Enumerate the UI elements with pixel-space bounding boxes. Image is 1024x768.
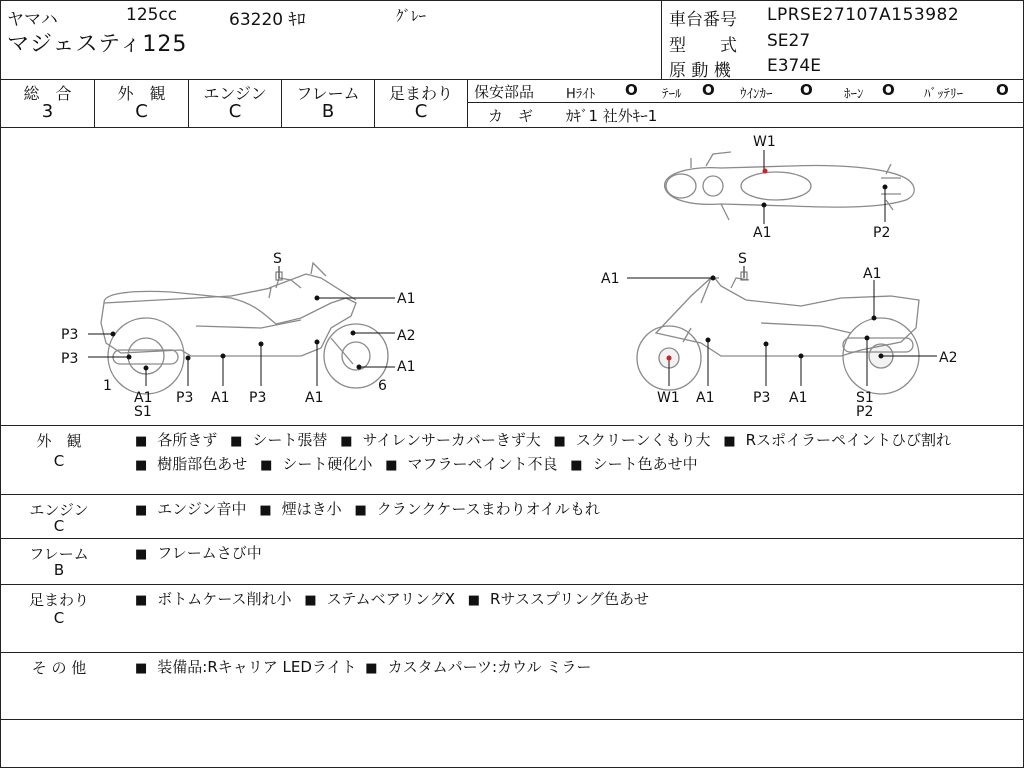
scooter-left-view: [101, 263, 388, 394]
displacement: 125cc: [126, 5, 178, 25]
diagram-label: A1: [305, 390, 324, 406]
remarks-frame: [1, 539, 1023, 585]
chassis-number: LPRSE27107A153982: [767, 5, 960, 25]
remark-item: ■ スクリーンくもり大: [554, 431, 711, 449]
remark-item: ■ シート張替: [230, 431, 327, 449]
grade-engine: [189, 79, 282, 127]
safety-item-winker: ｳｲﾝｶｰ: [740, 87, 773, 102]
section-name: 足まわり: [28, 591, 89, 609]
diagram-label: 6: [378, 378, 387, 394]
remark-item: ■ エンジン音中: [135, 500, 247, 518]
diagram-label: S1: [134, 404, 152, 420]
remark-item: ■ クランクケースまわりオイルもれ: [354, 500, 600, 518]
safety-mark: O: [800, 81, 813, 99]
diagram-label: P3: [61, 327, 79, 343]
diagram-label: A1: [601, 271, 620, 287]
scooter-top-view: [665, 152, 915, 220]
key-row: [468, 103, 1023, 127]
diagram-label: P2: [873, 225, 891, 241]
remark-item: ■ 各所きず: [135, 431, 217, 449]
grade-label: 総 合: [23, 84, 72, 103]
section-grade: C: [53, 609, 65, 627]
section-grade: B: [53, 561, 65, 579]
grade-suspension: [375, 79, 468, 127]
diagram-label: A1: [397, 291, 416, 307]
diagram-label: A1: [134, 390, 153, 406]
remark-item: ■ フレームさび中: [135, 544, 262, 562]
diagram-label: P3: [753, 390, 771, 406]
grade-total: [1, 79, 95, 127]
remark-item: ■ 樹脂部色あせ: [135, 455, 247, 473]
remark-item: ■ ボトムケース削れ小: [135, 590, 292, 608]
remark-item: ■ シート硬化小: [260, 455, 372, 473]
grade-label: フレーム: [296, 84, 360, 103]
remarks-other: [1, 653, 1023, 720]
remark-item: ■ カスタムパーツ:カウル ミラー: [365, 658, 591, 676]
remark-item: ■ 煙はき小: [259, 500, 341, 518]
diagram-label: A1: [696, 390, 715, 406]
scooter-right-view: [637, 276, 919, 394]
remarks-engine: [1, 495, 1023, 539]
safety-parts-row: [468, 79, 1023, 103]
diagram-label: S: [738, 251, 747, 267]
grade-value: C: [414, 101, 428, 122]
remark-item: ■ 装備品:Rキャリア LEDライト: [135, 658, 356, 676]
grade-value: 3: [41, 101, 54, 122]
section-name: そ の 他: [31, 659, 87, 677]
body-color: ｸﾞﾚｰ: [396, 7, 427, 25]
grade-value: C: [228, 101, 242, 122]
grade-label: エンジン: [203, 84, 267, 103]
diagram-label: P3: [176, 390, 194, 406]
key-value: ｶｷﾞ1 社外ｷｰ1: [566, 107, 658, 125]
remark-item: ■ シート色あせ中: [570, 455, 697, 473]
diagram-label: A1: [397, 359, 416, 375]
safety-item-headlight: Hﾗｲﾄ: [566, 87, 596, 102]
chassis-label: 車台番号: [669, 10, 737, 30]
safety-item-horn: ﾎｰﾝ: [844, 87, 864, 102]
diagram-label: A1: [753, 225, 772, 241]
remark-item: ■ マフラーペイント不良: [385, 455, 557, 473]
safety-mark: O: [996, 81, 1009, 99]
type-label: 型 式: [669, 36, 737, 56]
section-name: エンジン: [29, 501, 89, 519]
diagram-label: P3: [61, 351, 79, 367]
remark-item: ■ Rサススプリング色あせ: [468, 590, 649, 608]
remarks-list: [135, 498, 1015, 522]
diagram-label: A1: [211, 390, 230, 406]
safety-parts: [468, 79, 1023, 127]
grade-exterior: [95, 79, 189, 127]
safety-label: 保安部品: [474, 83, 535, 101]
remark-item: ■ サイレンサーカバーきず大: [340, 431, 541, 449]
remark-item: ■ Rスポイラーペイントひび割れ: [723, 431, 951, 449]
grade-row: [1, 79, 1023, 128]
key-label: カ ギ: [488, 107, 534, 125]
diagram-label: 1: [103, 378, 112, 394]
scooter-diagram: [1, 128, 1023, 425]
safety-item-battery: ﾊﾞｯﾃﾘｰ: [924, 87, 963, 102]
grade-value: C: [135, 101, 148, 122]
engine-model-value: E374E: [767, 56, 821, 76]
grade-value: B: [321, 101, 335, 122]
grade-frame: [282, 79, 375, 127]
diagram-label: S: [273, 251, 282, 267]
engine-model-label: 原 動 機: [669, 61, 731, 81]
section-name: フレーム: [29, 545, 89, 563]
section-grade: C: [53, 517, 65, 535]
safety-mark: O: [882, 81, 895, 99]
grade-label: 足まわり: [388, 84, 453, 103]
diagram-label: A2: [939, 350, 958, 366]
section-name: 外 観: [36, 432, 82, 450]
grade-label: 外 観: [117, 84, 166, 103]
safety-mark: O: [625, 81, 638, 99]
top-view-callouts: [762, 150, 887, 224]
safety-item-tail: ﾃｰﾙ: [662, 87, 682, 102]
section-grade: C: [53, 452, 65, 470]
mileage: 63220 ｷﾛ: [229, 10, 306, 30]
remarks-list: [135, 588, 1015, 612]
diagram-label: P2: [856, 404, 874, 420]
diagram-label: W1: [753, 134, 776, 150]
remarks-list: [135, 656, 1015, 680]
header-divider: [661, 1, 662, 79]
diagram-label: S1: [856, 390, 874, 406]
remarks-list: [135, 429, 1015, 477]
maker: ヤマハ: [7, 10, 58, 30]
model-name: マジェスティ125: [7, 32, 188, 57]
remarks-exterior: [1, 426, 1023, 495]
diagram-label: A1: [863, 266, 882, 282]
diagram-label: W1: [657, 390, 680, 406]
diagram-label: P3: [249, 390, 267, 406]
diagram-label: A1: [789, 390, 808, 406]
type-value: SE27: [767, 31, 811, 51]
remarks-suspension: [1, 585, 1023, 653]
vehicle-header: [1, 1, 1023, 80]
diagram-label: A2: [397, 328, 416, 344]
remarks-list: [135, 542, 1015, 566]
remark-item: ■ ステムベアリングX: [304, 590, 455, 608]
damage-diagram: [1, 128, 1023, 426]
safety-mark: O: [702, 81, 715, 99]
